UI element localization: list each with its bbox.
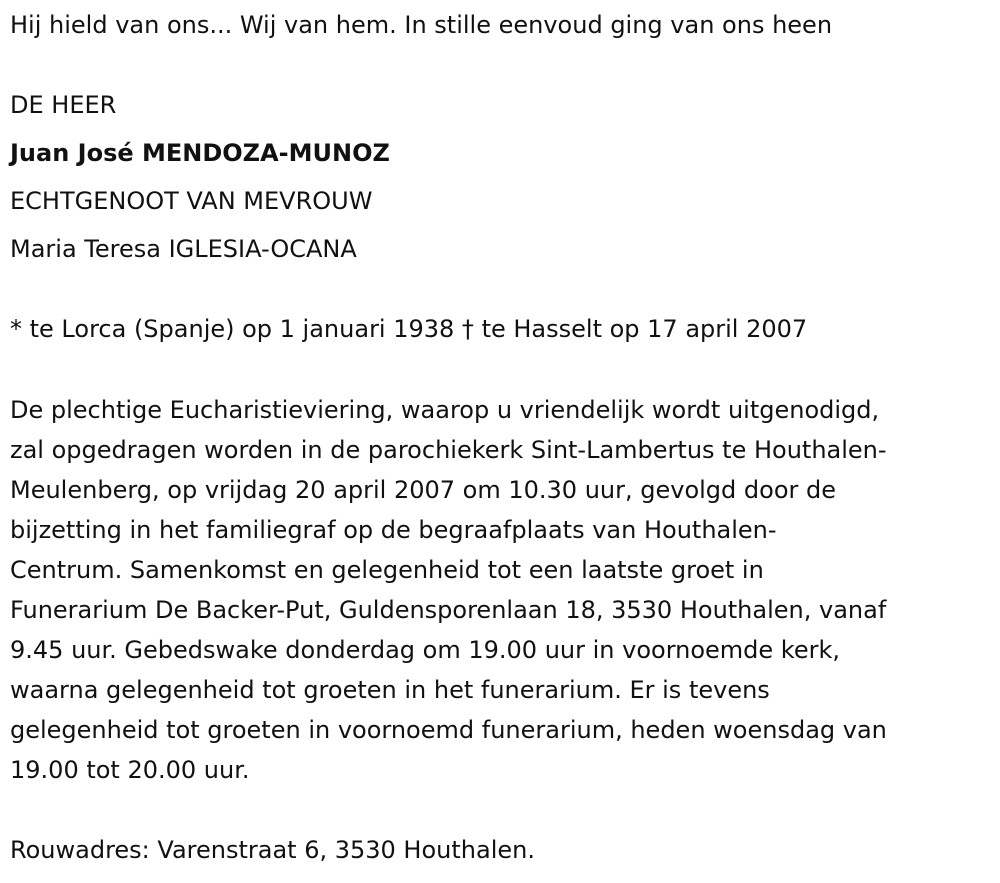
ceremony-line: 9.45 uur. Gebedswake donderdag om 19.00 uur in voornoemde kerk,: [10, 636, 841, 664]
ceremony-paragraph: [10, 390, 995, 790]
ceremony-line: Funerarium De Backer-Put, Guldensporenlaan 18, 3530 Houthalen, vanaf: [10, 596, 887, 624]
ceremony-line: waarna gelegenheid tot groeten in het funerarium. Er is tevens: [10, 676, 770, 704]
title-line: DE HEER: [10, 91, 117, 119]
mourning-address: Rouwadres: Varenstraat 6, 3530 Houthalen.: [10, 836, 535, 864]
spouse-name: Maria Teresa IGLESIA-OCANA: [10, 235, 357, 263]
ceremony-line: Meulenberg, op vrijdag 20 april 2007 om 10.30 uur, gevolgd door de: [10, 476, 836, 504]
ceremony-line: gelegenheid tot groeten in voornoemd funerarium, heden woensdag van: [10, 716, 887, 744]
life-dates: * te Lorca (Spanje) op 1 januari 1938 † te Hasselt op 17 april 2007: [10, 315, 808, 343]
ceremony-line: bijzetting in het familiegraf op de begraafplaats van Houthalen-: [10, 516, 777, 544]
relation-line: ECHTGENOOT VAN MEVROUW: [10, 187, 373, 215]
ceremony-line: Centrum. Samenkomst en gelegenheid tot een laatste groet in: [10, 556, 764, 584]
ceremony-line: De plechtige Eucharistieviering, waarop u vriendelijk wordt uitgenodigd,: [10, 396, 880, 424]
intro-line: Hij hield van ons... Wij van hem. In stille eenvoud ging van ons heen: [10, 11, 833, 39]
deceased-name: Juan José MENDOZA-MUNOZ: [10, 139, 390, 167]
ceremony-line: 19.00 tot 20.00 uur.: [10, 756, 250, 784]
ceremony-line: zal opgedragen worden in de parochiekerk Sint-Lambertus te Houthalen-: [10, 436, 887, 464]
